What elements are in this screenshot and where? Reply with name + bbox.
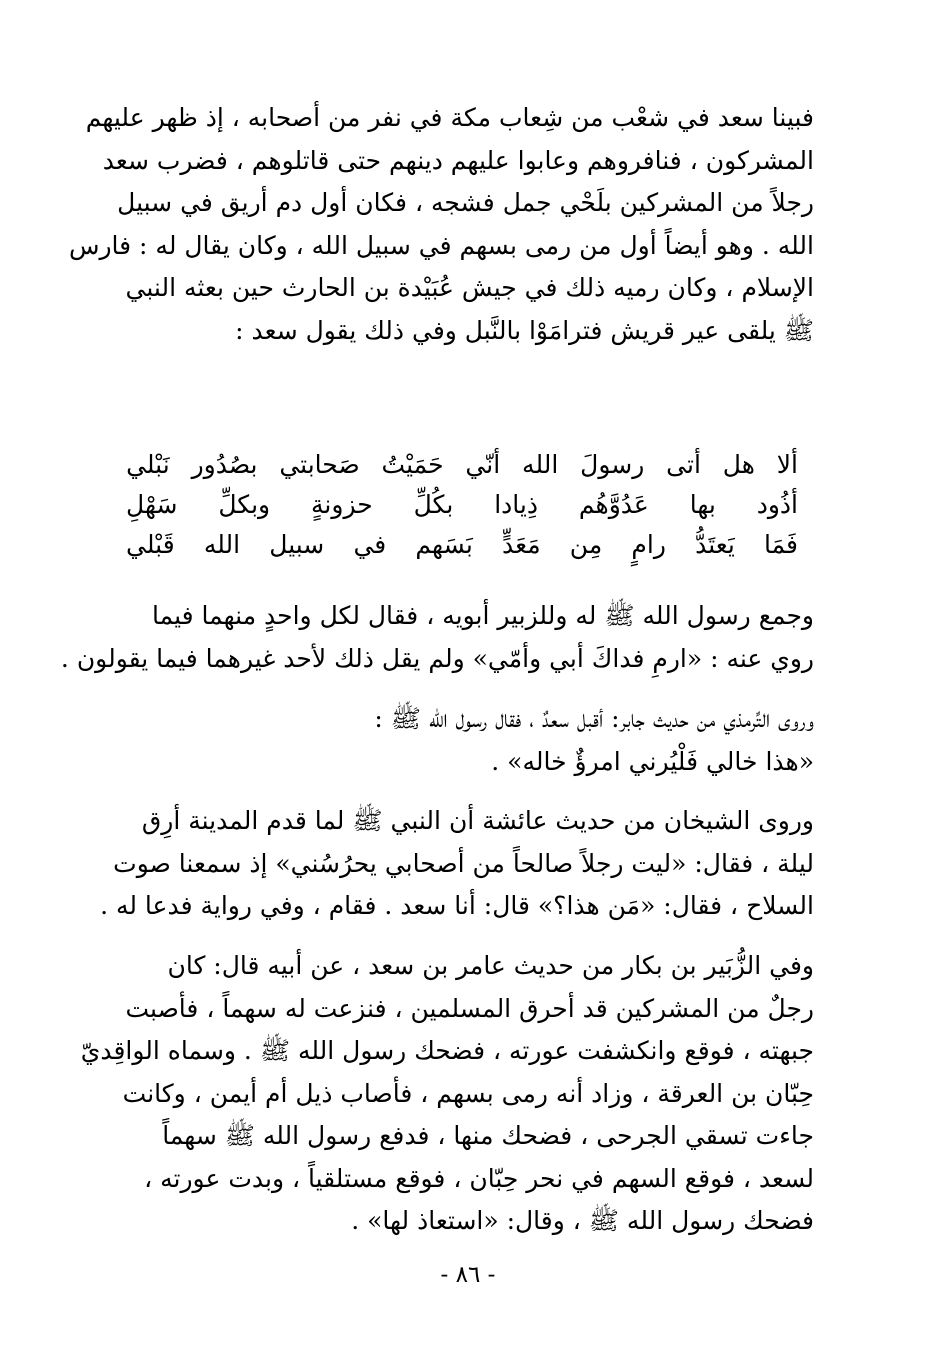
text-line: وجمع رسول الله ﷺ له وللزبير أبويه ، فقال لكل واحدٍ منهما فيما	[152, 601, 814, 630]
poem-word: سبيل	[269, 530, 325, 559]
poem-word: فَمَا	[763, 530, 798, 559]
text-line: رجلاً من المشركين بلَحْي جمل فشجه ، فكان أول دم أريق في سبيل	[117, 188, 814, 217]
text-line: فضحك رسول الله ﷺ ، وقال: «استعاذ لها» .	[351, 1206, 814, 1235]
poem-word: مَعَدٍّ	[502, 530, 541, 559]
poem-word: الله	[522, 450, 559, 479]
paragraph-2	[60, 595, 814, 680]
poem-word: يَعتَدُّ	[695, 530, 735, 559]
poem-word: نَبْلي	[126, 450, 170, 479]
paragraph-3	[126, 698, 814, 783]
poem-word: رسولَ	[580, 450, 645, 479]
poem-word: عَدُوَّهُم	[578, 490, 649, 519]
poem-word: ألا	[776, 450, 798, 479]
poem-word: سَهْلِ	[126, 490, 178, 519]
text-line: ليلة ، فقال: «ليت رجلاً صالحاً من أصحابي يحرُسُني» إذ سمعنا صوت	[113, 848, 814, 878]
text-line: الله . وهو أيضاً أول من رمى بسهم في سبيل الله ، وكان يقال له : فارس	[68, 230, 814, 260]
poem-word: بها	[689, 490, 716, 519]
poem-word: أذُود	[756, 490, 798, 519]
text-line: جاءت تسقي الجرحى ، فضحك منها ، فدفع رسول الله ﷺ سهماً	[162, 1121, 814, 1150]
poem-word: رامٍ	[631, 530, 666, 559]
poem-word: في	[353, 530, 387, 559]
page-number: - ٨٦ -	[440, 1262, 496, 1288]
poem-verse-1	[126, 445, 798, 485]
poem-word: بصُدُور	[191, 450, 258, 479]
poem-word: صَحابتي	[279, 450, 360, 479]
poem-word: أتى	[666, 450, 701, 479]
paragraph-4	[100, 800, 814, 928]
paragraph-5	[80, 945, 814, 1243]
text-line: وروى التِّرمذي من حديث جابر: أقبل سعدٌ ، فقال رسول الله ﷺ :	[374, 704, 814, 733]
paragraph-1	[68, 97, 814, 352]
text-line: «هذا خالي فَلْيُرني امرؤٌ خاله» .	[491, 746, 814, 776]
text-line: جبهته ، فوقع وانكشفت عورته ، فضحك رسول الله ﷺ . وسماه الواقِديّ	[80, 1036, 814, 1065]
text-line: وروى الشيخان من حديث عائشة أن النبي ﷺ لما قدم المدينة أرِق	[141, 806, 814, 835]
text-line: فبينا سعد في شعْب من شِعاب مكة في نفر من أصحابه ، إذ ظهر عليهم	[85, 103, 814, 132]
poem	[126, 445, 798, 565]
poem-word: قَبْلي	[126, 530, 175, 559]
poem-word: مِن	[569, 530, 603, 559]
poem-word: حزونةٍ	[311, 490, 373, 519]
poem-word: أنّي	[465, 450, 501, 479]
text-line: لسعد ، فوقع السهم في نحر حِبّان ، فوقع مستلقياً ، وبدت عورته ،	[144, 1163, 814, 1193]
poem-word: بَسَهم	[415, 530, 473, 559]
text-line: حِبّان بن العرقة ، وزاد أنه رمى بسهم ، فأصاب ذيل أم أيمن ، وكانت	[122, 1078, 814, 1108]
poem-verse-3	[126, 525, 798, 565]
poem-word: الله	[203, 530, 241, 559]
text-line: روي عنه : «ارمِ فداكَ أبي وأمّي» ولم يقل ذلك لأحد غيرهما فيما يقولون .	[60, 643, 814, 673]
poem-word: بكُلِّ	[413, 490, 454, 519]
text-line: ﷺ يلقى عير قريش فترامَوْا بالنَّبل وفي ذلك يقول سعد :	[235, 315, 814, 345]
text-line: السلاح ، فقال: «مَن هذا؟» قال: أنا سعد . فقام ، وفي رواية فدعا له .	[100, 891, 814, 920]
poem-word: هل	[722, 450, 755, 479]
poem-verse-2	[126, 485, 798, 525]
text-line: الإسلام ، وكان رميه ذلك في جيش عُبَيْدة بن الحارث حين بعثه النبي	[125, 273, 814, 302]
poem-word: وبكلِّ	[218, 490, 271, 519]
text-line: وفي الزُّبَير بن بكار من حديث عامر بن سعد ، عن أبيه قال: كان	[167, 951, 814, 980]
text-line: المشركون ، فنافروهم وعابوا عليهم دينهم حتى قاتلوهم ، فضرب سعد	[102, 145, 814, 175]
text-line: رجلٌ من المشركين قد أحرق المسلمين ، فنزعت له سهماً ، فأصبت	[125, 993, 814, 1023]
poem-word: حَمَيْتُ	[381, 450, 444, 479]
poem-word: ذِيادا	[494, 490, 538, 519]
